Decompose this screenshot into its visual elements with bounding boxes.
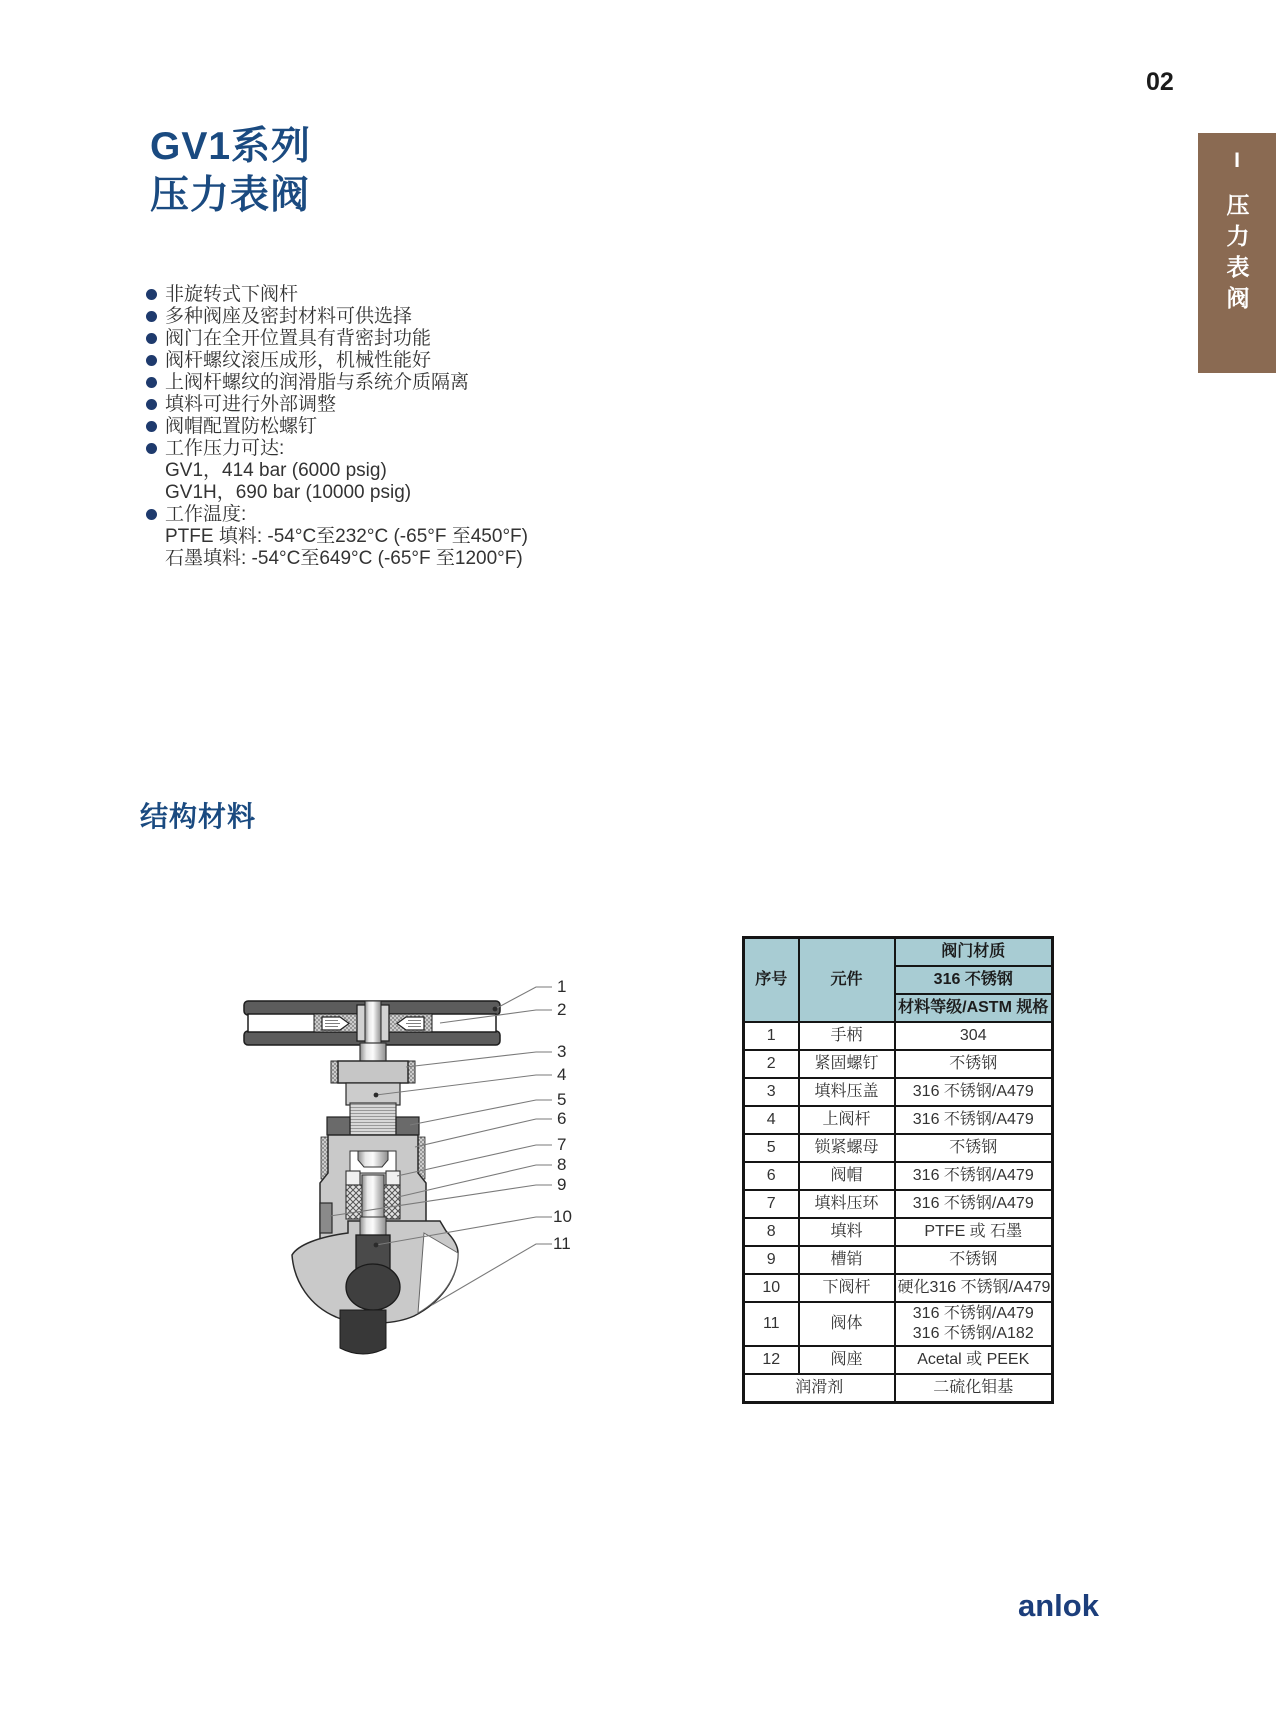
cell-material: 316 不锈钢/A479 316 不锈钢/A182	[895, 1302, 1053, 1346]
callout-number-10: 10	[553, 1207, 572, 1226]
cell-lubricant-label: 润滑剂	[744, 1374, 895, 1403]
callout-number-4: 4	[557, 1065, 567, 1084]
col-header-material-group: 阀门材质	[895, 938, 1053, 967]
feature-text: 多种阀座及密封材料可供选择	[165, 306, 413, 327]
col-header-material-grade: 316 不锈钢	[895, 966, 1053, 994]
cell-material: Acetal 或 PEEK	[895, 1346, 1053, 1374]
cell-no: 5	[744, 1134, 799, 1162]
section-title: 结构材料	[140, 801, 257, 832]
callout-number-9: 9	[557, 1175, 567, 1194]
feature-text: 工作压力可达:	[165, 438, 285, 459]
cell-no: 4	[744, 1106, 799, 1134]
feature-text: 阀杆螺纹滚压成形，机械性能好	[165, 350, 432, 371]
materials-table	[742, 936, 1054, 1404]
feature-item	[146, 548, 528, 570]
cell-no: 1	[744, 1022, 799, 1050]
callout-number-3: 3	[557, 1042, 567, 1061]
callout-numbers	[553, 977, 572, 1253]
feature-item	[146, 394, 528, 416]
materials-table-body	[744, 1022, 1053, 1403]
feature-item	[146, 460, 528, 482]
table-row	[744, 1022, 1053, 1050]
cell-material: 不锈钢	[895, 1050, 1053, 1078]
cell-part: 紧固螺钉	[799, 1050, 895, 1078]
cell-no: 2	[744, 1050, 799, 1078]
feature-item	[146, 306, 528, 328]
feature-text: 石墨填料: -54°C至649°C (-65°F 至1200°F)	[165, 548, 523, 569]
cell-part: 锁紧螺母	[799, 1134, 895, 1162]
cell-part: 阀帽	[799, 1162, 895, 1190]
cell-material: 304	[895, 1022, 1053, 1050]
cell-material: 316 不锈钢/A479	[895, 1106, 1053, 1134]
feature-text: 阀门在全开位置具有背密封功能	[165, 328, 432, 349]
cell-material: PTFE 或 石墨	[895, 1218, 1053, 1246]
table-row	[744, 1078, 1053, 1106]
table-row	[744, 1134, 1053, 1162]
feature-text: 填料可进行外部调整	[165, 394, 337, 415]
cell-part: 上阀杆	[799, 1106, 895, 1134]
callout-number-7: 7	[557, 1135, 567, 1154]
col-header-material-spec: 材料等级/ASTM 规格	[895, 994, 1053, 1022]
callout-number-5: 5	[557, 1090, 567, 1109]
packing-gland-part	[331, 1061, 415, 1105]
side-tab-label: 压力表阀	[1223, 193, 1250, 317]
bullet-dot	[146, 355, 157, 366]
callout-number-1: 1	[557, 977, 567, 996]
bullet-dot	[146, 443, 157, 454]
callout-number-6: 6	[557, 1109, 567, 1128]
table-row	[744, 1274, 1053, 1302]
cell-no: 9	[744, 1246, 799, 1274]
feature-item	[146, 438, 528, 460]
page-title-line2: 压力表阀	[150, 174, 311, 217]
feature-item	[146, 372, 528, 394]
bullet-dot	[146, 289, 157, 300]
col-header-no: 序号	[744, 938, 799, 1023]
feature-item	[146, 504, 528, 526]
feature-text: 工作温度:	[165, 504, 247, 525]
bullet-dot	[146, 311, 157, 322]
callout-number-8: 8	[557, 1155, 567, 1174]
bullet-dot	[146, 399, 157, 410]
feature-text: GV1，414 bar (6000 psig)	[165, 460, 387, 481]
side-tab-roman-numeral: I	[1234, 149, 1240, 172]
cell-lubricant-value: 二硫化钼基	[895, 1374, 1053, 1403]
page-title	[150, 122, 311, 220]
cell-material: 316 不锈钢/A479	[895, 1162, 1053, 1190]
feature-text: PTFE 填料: -54°C至232°C (-65°F 至450°F)	[165, 526, 528, 547]
bullet-dot	[146, 333, 157, 344]
feature-item	[146, 328, 528, 350]
bullet-dot	[146, 377, 157, 388]
cell-no: 6	[744, 1162, 799, 1190]
cell-no: 7	[744, 1190, 799, 1218]
table-row	[744, 1190, 1053, 1218]
feature-text: GV1H，690 bar (10000 psig)	[165, 482, 412, 503]
table-row	[744, 1162, 1053, 1190]
cell-part: 阀体	[799, 1302, 895, 1346]
cell-part: 阀座	[799, 1346, 895, 1374]
side-tab-pressure-gauge-valve	[1198, 133, 1276, 373]
feature-item	[146, 350, 528, 372]
table-row	[744, 1302, 1053, 1346]
feature-item	[146, 482, 528, 504]
page-title-line1: GV1系列	[150, 125, 312, 168]
cell-no: 10	[744, 1274, 799, 1302]
table-row	[744, 1106, 1053, 1134]
cell-part: 填料压环	[799, 1190, 895, 1218]
cell-part: 填料压盖	[799, 1078, 895, 1106]
cell-part: 槽销	[799, 1246, 895, 1274]
cell-part: 手柄	[799, 1022, 895, 1050]
cell-material: 不锈钢	[895, 1246, 1053, 1274]
feature-item	[146, 526, 528, 548]
feature-text: 非旋转式下阀杆	[165, 284, 299, 305]
feature-text: 上阀杆螺纹的润滑脂与系统介质隔离	[165, 372, 470, 393]
feature-list	[146, 284, 528, 570]
table-row	[744, 1218, 1053, 1246]
cell-material: 316 不锈钢/A479	[895, 1078, 1053, 1106]
cell-no: 12	[744, 1346, 799, 1374]
cell-part: 填料	[799, 1218, 895, 1246]
bullet-dot	[146, 509, 157, 520]
cell-material: 不锈钢	[895, 1134, 1053, 1162]
lubricant-row	[744, 1374, 1053, 1403]
valve-cross-section-diagram	[200, 965, 590, 1365]
col-header-part: 元件	[799, 938, 895, 1023]
groove-pin-part	[320, 1203, 332, 1233]
cell-no: 11	[744, 1302, 799, 1346]
table-row	[744, 1246, 1053, 1274]
anlok-logo: anlok	[1018, 1588, 1099, 1623]
cell-material: 硬化316 不锈钢/A479	[895, 1274, 1053, 1302]
table-row	[744, 1346, 1053, 1374]
cell-no: 3	[744, 1078, 799, 1106]
feature-item	[146, 284, 528, 306]
bullet-dot	[146, 421, 157, 432]
table-row	[744, 1050, 1053, 1078]
cell-material: 316 不锈钢/A479	[895, 1190, 1053, 1218]
page-number: 02	[1146, 68, 1174, 96]
feature-text: 阀帽配置防松螺钉	[165, 416, 318, 437]
cell-no: 8	[744, 1218, 799, 1246]
callout-number-2: 2	[557, 1000, 567, 1019]
feature-item	[146, 416, 528, 438]
cell-part: 下阀杆	[799, 1274, 895, 1302]
callout-number-11: 11	[553, 1234, 571, 1253]
